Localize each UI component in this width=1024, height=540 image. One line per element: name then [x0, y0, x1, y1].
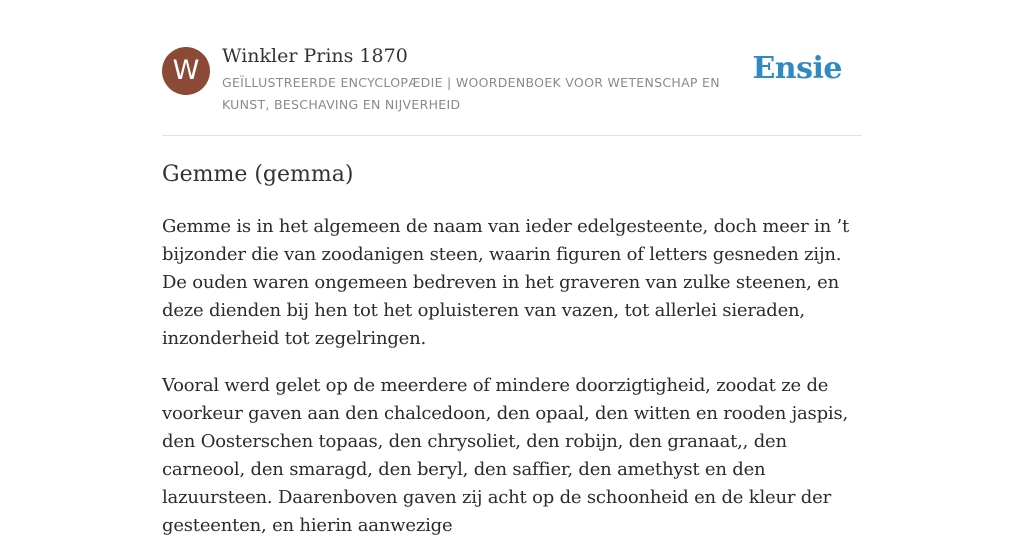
source-header — [162, 0, 862, 136]
content-container — [162, 0, 862, 540]
source-title[interactable]: Winkler Prins 1870 — [222, 45, 408, 67]
article-paragraph: Vooral werd gelet op de meerdere of mindere doorzigtigheid, zoodat ze de voorkeur gaven aan den chalcedoon, den opaal, den witten en rooden jaspis, den Oosterschen topaas, den chrysoliet, den robijn, den granaat,, den carneool, den smaragd, den beryl, den saffier, den amethyst en den lazuursteen. Daarenboven gaven zij acht op de schoonheid en de kleur der gesteenten, en hierin aanwezige — [162, 375, 849, 536]
ensie-logo[interactable]: Ensie — [752, 51, 842, 86]
article-title: Gemme (gemma) — [162, 162, 354, 187]
source-avatar[interactable]: W — [162, 47, 210, 95]
source-subtitle: GEÏLLUSTREERDE ENCYCLOPÆDIE | WOORDENBOEK VOOR WETENSCHAP EN KUNST, BESCHAVING EN NIJVERHEID — [222, 75, 720, 112]
article-paragraph: Gemme is in het algemeen de naam van ieder edelgesteente, doch meer in ’t bijzonder die van zoodanigen steen, waarin figuren of letters gesneden zijn. De ouden waren ongemeen bedreven in het graveren van zulke steenen, en deze dienden bij hen tot het opluisteren van vazen, tot allerlei sieraden, inzonderheid tot zegelringen. — [162, 216, 850, 349]
article-body — [162, 213, 862, 540]
